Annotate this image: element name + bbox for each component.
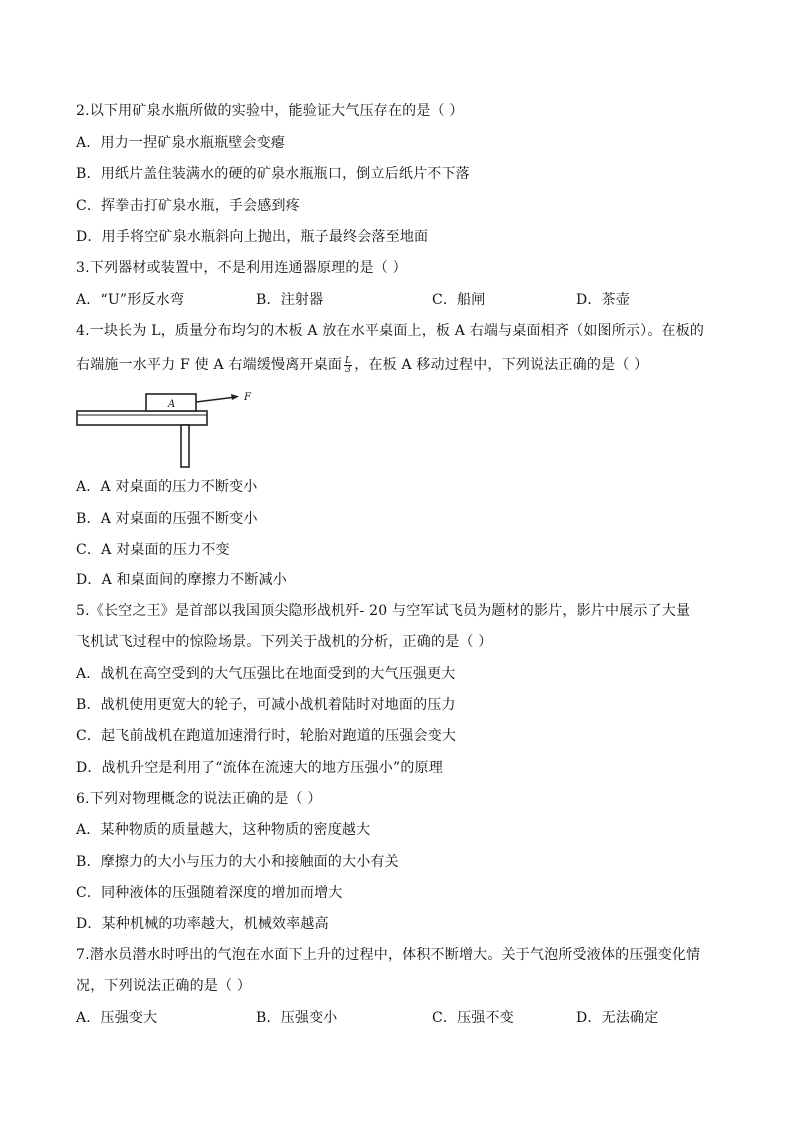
q7-option-d: D．无法确定 <box>576 1010 659 1026</box>
table-top <box>77 411 207 425</box>
q3-option-b: B．注射器 <box>256 292 324 308</box>
q7-option-b: B．压强变小 <box>256 1010 338 1026</box>
q3-stem: 3.下列器材或装置中，不是利用连通器原理的是（ ） <box>76 260 407 276</box>
q7-option-a: A．压强变大 <box>76 1010 158 1026</box>
q4-option-d: D．A 和桌面间的摩擦力不断减小 <box>76 572 287 588</box>
q6-option-a: A．某种物质的质量越大，这种物质的密度越大 <box>76 822 371 838</box>
q2-option-b: B．用纸片盖住装满水的硬的矿泉水瓶瓶口，倒立后纸片不下落 <box>76 166 470 182</box>
q6-option-b: B．摩擦力的大小与压力的大小和接触面的大小有关 <box>76 854 399 870</box>
q4-option-b: B．A 对桌面的压强不断变小 <box>76 511 258 527</box>
q6-option-c: C．同种液体的压强随着深度的增加而增大 <box>76 885 343 901</box>
fraction-numerator: L <box>345 355 352 366</box>
force-arrow-shaft <box>196 397 236 402</box>
board-a-label: A <box>168 399 176 410</box>
fraction-l-over-3 <box>344 357 352 374</box>
force-arrow-head <box>231 394 239 400</box>
q4-option-c: C．A 对桌面的压力不变 <box>76 542 230 558</box>
q5-option-b: B．战机使用更宽大的轮子，可减小战机着陆时对地面的压力 <box>76 697 456 713</box>
table-leg <box>181 425 189 467</box>
q4-option-a: A．A 对桌面的压力不断变小 <box>76 479 258 495</box>
q6-stem: 6.下列对物理概念的说法正确的是（ ） <box>76 791 322 807</box>
q4-stem-line2 <box>76 356 648 374</box>
q3-option-c: C．船闸 <box>432 292 486 308</box>
q7-stem-line1: 7.潜水员潜水时呼出的气泡在水面下上升的过程中，体积不断增大。关于气泡所受液体的压强变化情 <box>76 947 701 963</box>
force-label: F <box>244 392 251 403</box>
q4-stem-line2-before: 右端施一水平力 F 使 A 右端缓慢离开桌面 <box>76 357 343 373</box>
q4-stem-line1: 4.一块长为 L，质量分布均匀的木板 A 放在水平桌面上，板 A 右端与桌面相齐（如图所示）。在板的 <box>76 323 705 339</box>
q2-stem: 2.以下用矿泉水瓶所做的实验中，能验证大气压存在的是（ ） <box>76 103 464 119</box>
q3-option-d: D．茶壶 <box>576 292 631 308</box>
q2-option-d: D．用手将空矿泉水瓶斜向上抛出，瓶子最终会落至地面 <box>76 229 429 245</box>
q7-option-c: C．压强不变 <box>432 1010 514 1026</box>
q4-figure-board-on-table <box>76 386 262 468</box>
q5-option-d: D．战机升空是利用了“流体在流速大的地方压强小”的原理 <box>76 760 443 776</box>
q4-stem-line2-after: ，在板 A 移动过程中，下列说法正确的是（ ） <box>354 357 649 373</box>
fraction-denominator: 3 <box>345 364 352 375</box>
q2-option-c: C．挥拳击打矿泉水瓶，手会感到疼 <box>76 198 300 214</box>
board-table-diagram <box>76 386 262 468</box>
q5-option-a: A．战机在高空受到的大气压强比在地面受到的大气压强更大 <box>76 666 456 682</box>
q7-stem-line2: 况，下列说法正确的是（ ） <box>76 978 252 994</box>
q3-option-a: A．“U”形反水弯 <box>76 292 185 308</box>
q2-option-a: A．用力一捏矿泉水瓶瓶壁会变瘪 <box>76 135 286 151</box>
q6-option-d: D．某种机械的功率越大，机械效率越高 <box>76 916 329 932</box>
q5-stem-line2: 飞机试飞过程中的惊险场景。下列关于战机的分析，正确的是（ ） <box>76 634 493 650</box>
q5-option-c: C．起飞前战机在跑道加速滑行时，轮胎对跑道的压强会变大 <box>76 728 457 744</box>
q5-stem-line1: 5.《长空之王》是首部以我国顶尖隐形战机歼- 20 与空军试飞员为题材的影片，影片中展示了大量 <box>76 603 691 619</box>
